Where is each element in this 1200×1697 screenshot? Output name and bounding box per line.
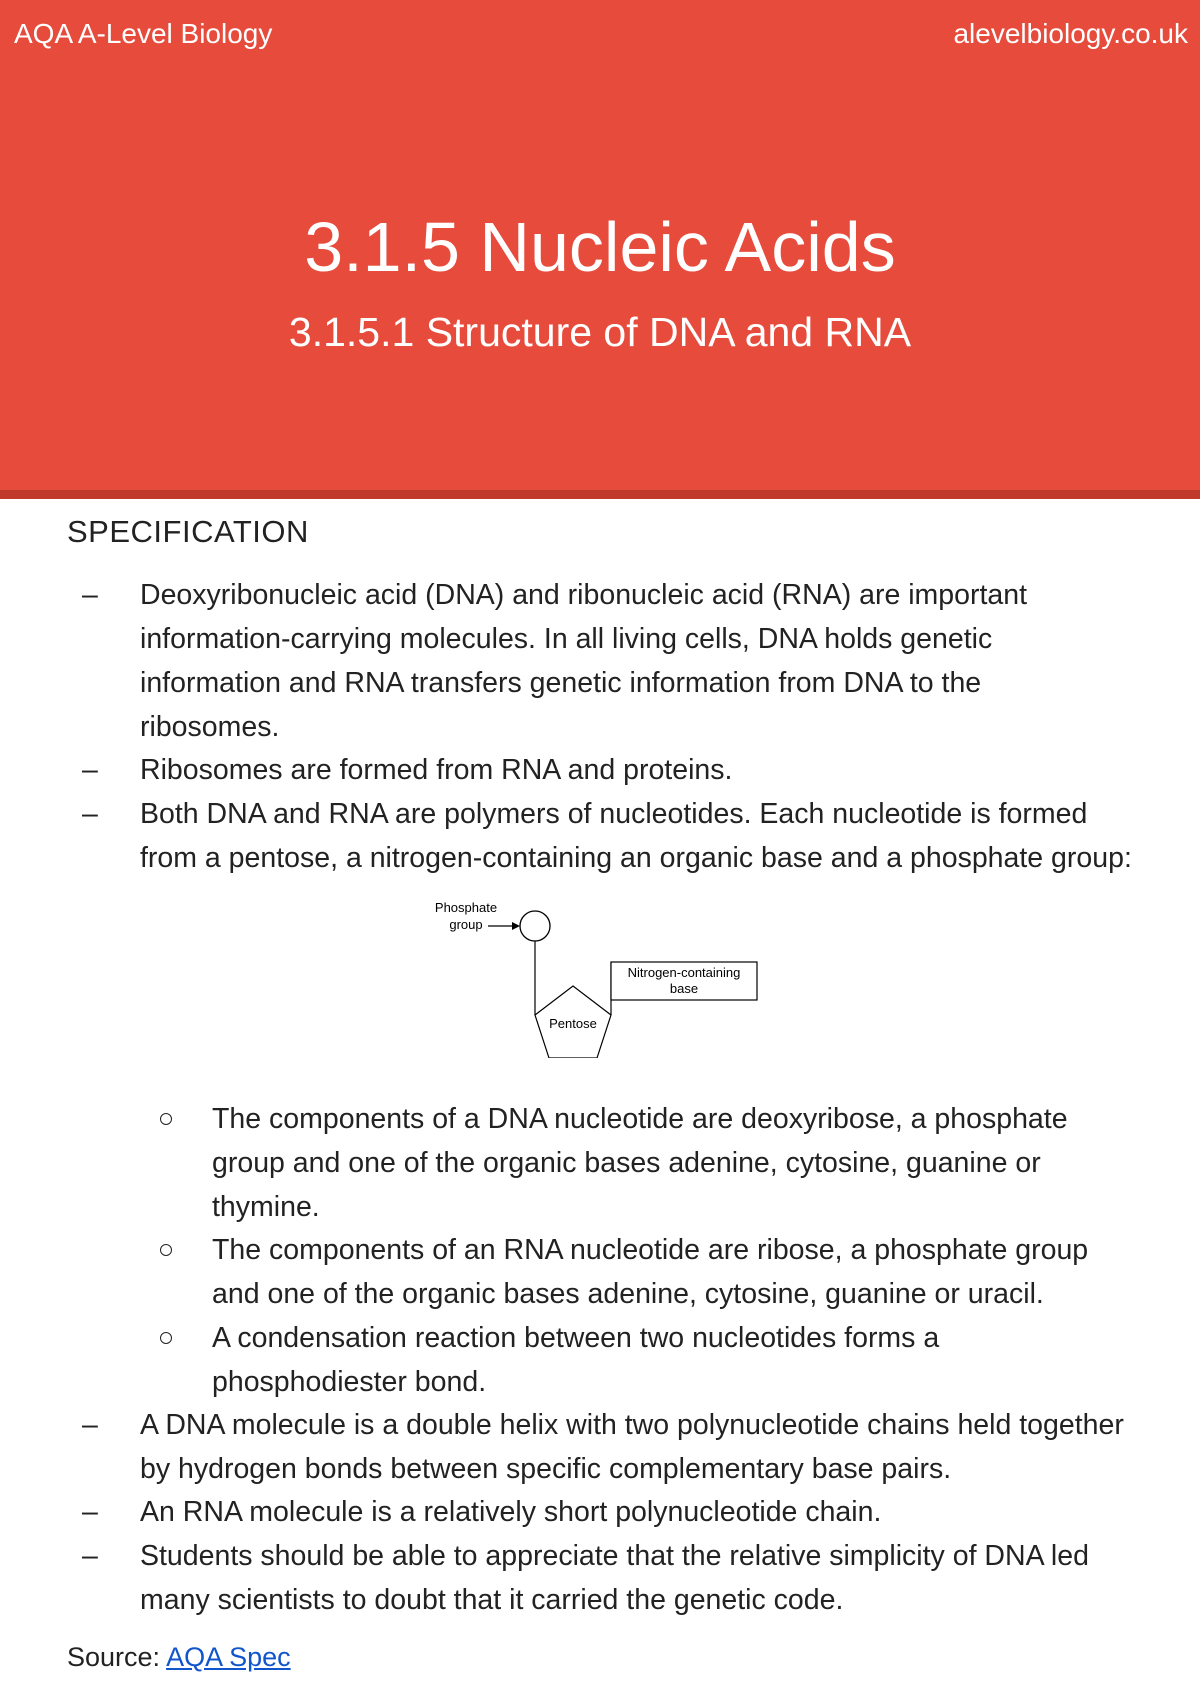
dash-bullet: – (82, 798, 98, 830)
spec-item (82, 748, 1140, 792)
page-subtitle: 3.1.5.1 Structure of DNA and RNA (288, 309, 912, 355)
circle-bullet (160, 1244, 172, 1256)
dash-bullet: – (82, 1409, 98, 1441)
phosphate-circle (520, 911, 550, 941)
source-label: Source: (67, 1642, 161, 1672)
dash-bullet: – (82, 579, 98, 611)
spec-item (82, 792, 1140, 880)
phosphate-arrowhead (512, 922, 520, 930)
dash-bullet: – (82, 1540, 98, 1572)
base-label-line2: base (669, 981, 699, 996)
sub-item (212, 1316, 992, 1404)
spec-item-text: A DNA molecule is a double helix with two polynucleotide chains held together by hydrogen bonds between specific complementary base pairs. (140, 1409, 1124, 1485)
source-link[interactable]: AQA Spec (166, 1642, 291, 1672)
spec-item (82, 1534, 1120, 1622)
sub-item (212, 1228, 1092, 1316)
circle-bullet (160, 1332, 172, 1344)
circle-bullet (160, 1113, 172, 1125)
section-heading: SPECIFICATION (67, 514, 309, 549)
dash-bullet: – (82, 1496, 98, 1528)
phosphate-label-line1: Phosphate (434, 900, 498, 915)
dash-bullet: – (82, 754, 98, 786)
base-label-line1: Nitrogen-containing (627, 965, 741, 980)
spec-item-text: Ribosomes are formed from RNA and proteins. (140, 754, 733, 786)
page-title: 3.1.5 Nucleic Acids (304, 208, 896, 286)
spec-item (82, 1490, 1140, 1534)
sub-item (212, 1097, 1092, 1229)
sub-item-text: A condensation reaction between two nucleotides forms a phosphodiester bond. (212, 1322, 940, 1398)
nucleotide-diagram (424, 898, 764, 1058)
source-line (67, 1642, 291, 1673)
spec-item-text: An RNA molecule is a relatively short polynucleotide chain. (140, 1496, 882, 1528)
phosphate-label-line2: group (449, 917, 483, 932)
spec-item (82, 1403, 1140, 1491)
sub-item-text: The components of a DNA nucleotide are deoxyribose, a phosphate group and one of the organic bases adenine, cytosine, guanine or thymine. (212, 1103, 1068, 1223)
banner-shadow (0, 490, 1200, 499)
sub-item-text: The components of an RNA nucleotide are ribose, a phosphate group and one of the organic bases adenine, cytosine, guanine or uracil. (212, 1234, 1089, 1310)
spec-item-text: Deoxyribonucleic acid (DNA) and ribonucleic acid (RNA) are important information-carrying molecules. In all living cells, DNA holds genetic information and RNA transfers genetic information from DNA to the ribosomes. (140, 579, 1028, 743)
spec-item-text: Both DNA and RNA are polymers of nucleotides. Each nucleotide is formed from a pentose, a nitrogen-containing an organic base and a phosphate group: (140, 798, 1132, 874)
course-name: AQA A-Level Biology (14, 18, 273, 49)
pentose-label: Pentose (549, 1016, 597, 1031)
spec-item-text: Students should be able to appreciate that the relative simplicity of DNA led many scientists to doubt that it carried the genetic code. (140, 1540, 1089, 1616)
site-url: alevelbiology.co.uk (953, 18, 1188, 49)
spec-item (82, 573, 1140, 749)
